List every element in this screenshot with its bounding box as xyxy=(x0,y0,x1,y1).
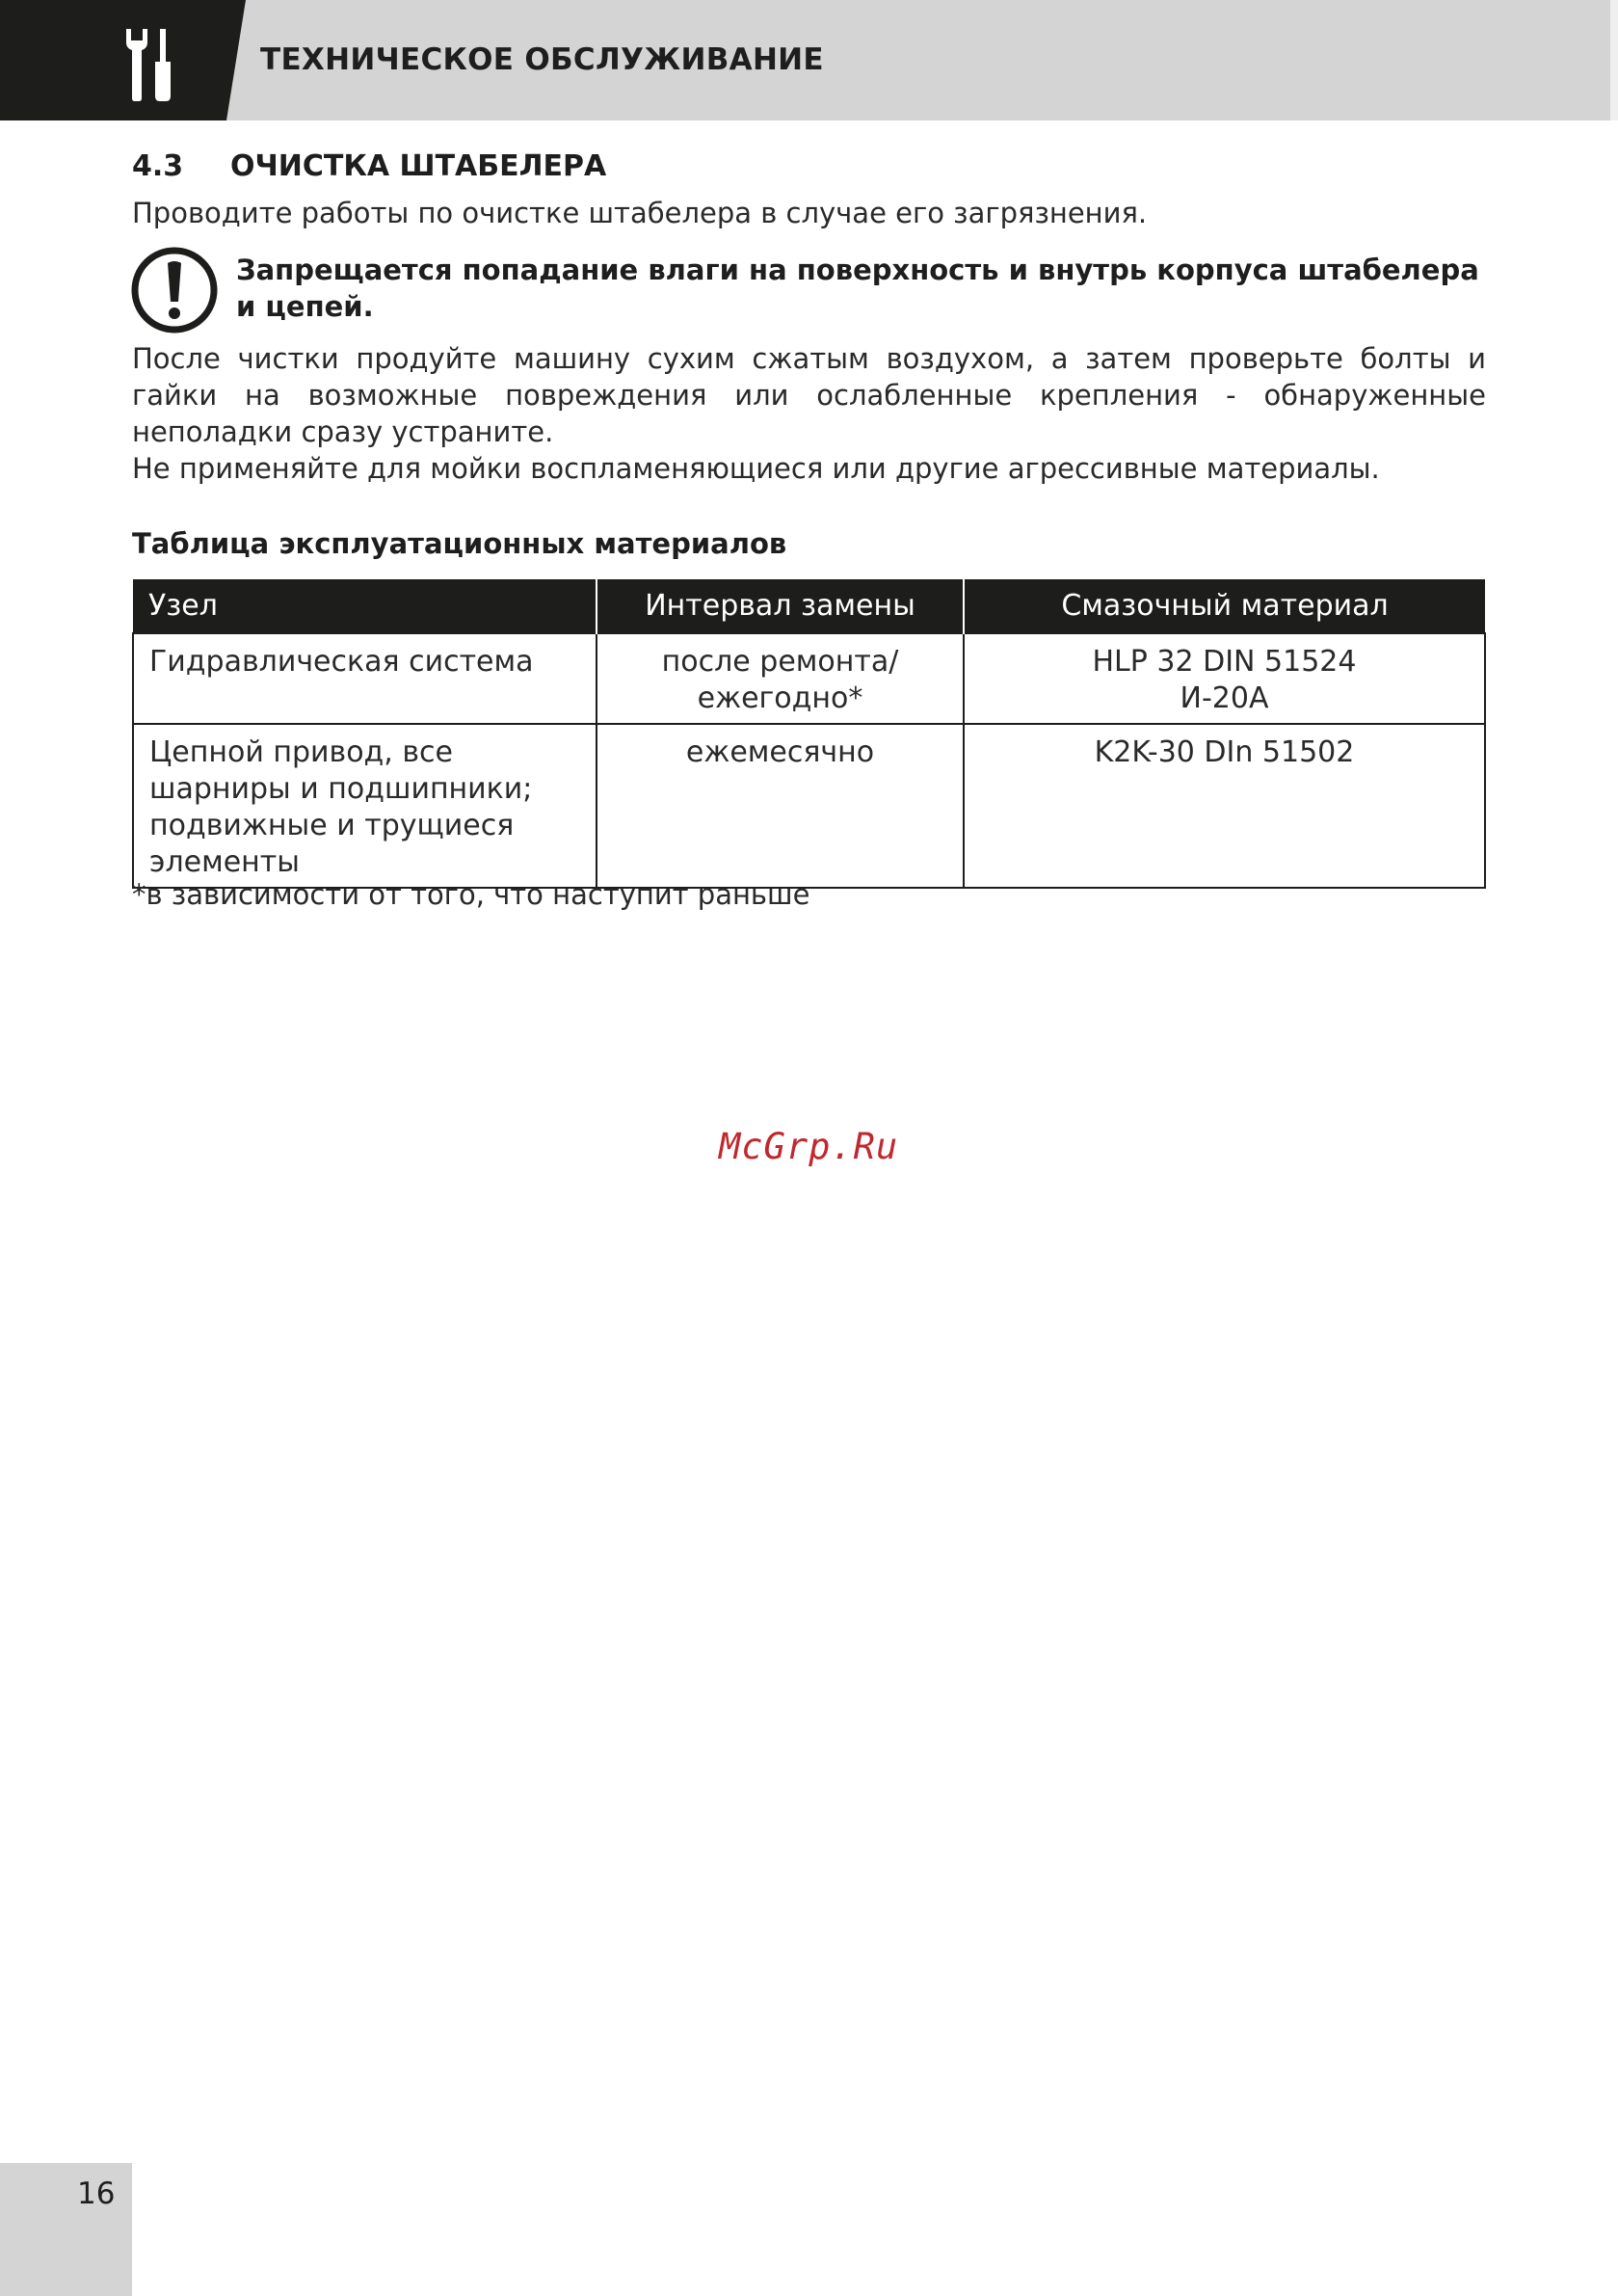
material-line: K2K-30 DIn 51502 xyxy=(1094,735,1355,769)
cell-unit: Цепной привод, все шарниры и подшипники; подвижные и трущиеся элементы xyxy=(133,724,597,888)
cell-interval xyxy=(597,724,964,888)
table-row xyxy=(133,633,1485,724)
cell-material xyxy=(964,724,1485,888)
exclamation-circle-icon xyxy=(130,246,219,334)
paragraph-after-cleaning: После чистки продуйте машину сухим сжатым воздухом, а затем проверьте болты и гайки на возможные повреждения или ослабленные крепления - обнаруженные неполадки сразу устраните. xyxy=(132,342,1486,448)
table-title: Таблица эксплуатационных материалов xyxy=(132,527,787,560)
header-interval: Интервал замены xyxy=(597,579,964,633)
watermark: McGrp.Ru xyxy=(719,1126,899,1167)
material-line: И-20А xyxy=(1180,681,1269,715)
table-header-row xyxy=(133,579,1485,633)
header-unit: Узел xyxy=(133,579,597,633)
warning-text: Запрещается попадание влаги на поверхность и внутрь корпуса штабелера и цепей. xyxy=(236,254,1479,323)
material-line: HLP 32 DIN 51524 xyxy=(1092,645,1357,679)
intro-text: Проводите работы по очистке штабелера в случае его загрязнения. xyxy=(132,197,1148,229)
page-number: 16 xyxy=(77,2176,116,2211)
interval-line: ежегодно* xyxy=(697,681,863,715)
tools-icon xyxy=(123,27,177,102)
cell-interval xyxy=(597,633,964,724)
section-heading xyxy=(132,149,606,183)
header-material: Смазочный материал xyxy=(964,579,1485,633)
materials-table xyxy=(132,579,1486,889)
cell-unit: Гидравлическая система xyxy=(133,633,597,724)
cell-material xyxy=(964,633,1485,724)
header-title: ТЕХНИЧЕСКОЕ ОБСЛУЖИВАНИЕ xyxy=(260,42,824,77)
interval-line: после ремонта/ xyxy=(661,645,899,679)
footnote: *в зависимости от того, что наступит раньше xyxy=(132,878,810,911)
paragraph-no-aggressive: Не применяйте для мойки воспламеняющиеся или другие агрессивные материалы. xyxy=(132,452,1380,485)
header-right-edge xyxy=(1610,0,1618,120)
interval-line: ежемесячно xyxy=(685,735,875,769)
section-title: ОЧИСТКА ШТАБЕЛЕРА xyxy=(230,149,607,183)
section-number: 4.3 xyxy=(132,149,184,183)
table-row xyxy=(133,724,1485,888)
